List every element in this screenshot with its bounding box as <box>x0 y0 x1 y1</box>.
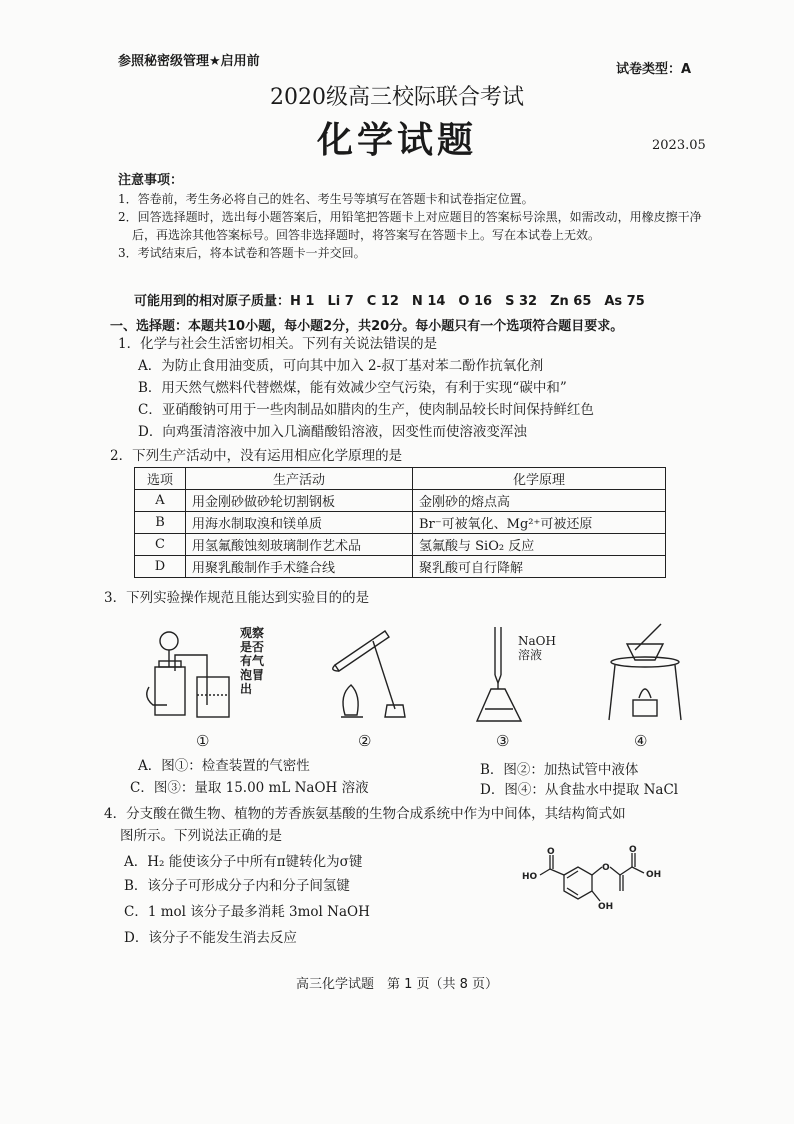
figure-3-label: ③ <box>496 732 510 750</box>
annotation-line: 有气 <box>240 654 265 668</box>
figure-2-heating-apparatus <box>325 625 415 725</box>
table-row <box>135 490 666 512</box>
table-header-cell: 选项 <box>135 468 186 490</box>
notes-item: 1．答卷前，考生务必将自己的姓名、考生号等填写在答题卡和试卷指定位置。 <box>118 192 534 206</box>
table-row <box>135 556 666 578</box>
question-3-option-b: B．图②：加热试管中液体 <box>480 762 639 778</box>
question-1-option-c: C．亚硝酸钠可用于一些肉制品如腊肉的生产，使肉制品较长时间保持鲜红色 <box>138 402 594 418</box>
struct-label: O <box>629 845 637 855</box>
table-cell: Br⁻可被氧化、Mg²⁺可被还原 <box>413 512 666 534</box>
question-1-option-b: B．用天然气燃料代替燃煤，能有效减少空气污染，有利于实现“碳中和” <box>138 380 567 396</box>
question-2-table <box>134 467 666 578</box>
annotation-line: NaOH <box>518 634 556 648</box>
question-4-option-b: B．该分子可形成分子内和分子间氢键 <box>124 878 350 894</box>
table-header-row <box>135 468 666 490</box>
notes-section <box>118 172 718 262</box>
question-4-option-d: D．该分子不能发生消去反应 <box>124 930 297 946</box>
figure-3-annotation <box>518 634 556 662</box>
figure-2-label: ② <box>358 732 372 750</box>
table-cell: 用金刚砂做砂轮切割钢板 <box>186 490 413 512</box>
annotation-line: 出 <box>240 682 253 696</box>
figure-1-label: ① <box>196 732 210 750</box>
paper-type-label: 试卷类型：A <box>616 62 692 77</box>
table-cell: 用聚乳酸制作手术缝合线 <box>186 556 413 578</box>
table-cell: 聚乳酸可自行降解 <box>413 556 666 578</box>
table-cell: C <box>135 534 186 556</box>
question-2-stem: 2．下列生产活动中，没有运用相应化学原理的是 <box>110 448 403 464</box>
section-heading: 一、选择题：本题共10小题，每小题2分，共20分。每小题只有一个选项符合题目要求。 <box>110 319 624 334</box>
struct-label: O <box>602 863 610 873</box>
question-3-stem: 3．下列实验操作规范且能达到实验目的的是 <box>104 590 370 606</box>
confidentiality-label: 参照秘密级管理★启用前 <box>118 54 260 69</box>
table-header-cell: 化学原理 <box>413 468 666 490</box>
page-footer: 高三化学试题 第 1 页（共 8 页） <box>295 977 499 992</box>
page-title: 化学试题 <box>316 119 477 161</box>
annotation-line: 观察 <box>240 626 265 640</box>
question-3-option-c: C．图③：量取 15.00 mL NaOH 溶液 <box>130 780 369 796</box>
struct-label: O <box>547 847 555 857</box>
table-cell: D <box>135 556 186 578</box>
notes-title: 注意事项： <box>118 173 184 188</box>
exam-title: 2020级高三校际联合考试 <box>270 85 524 110</box>
question-4-option-c: C．1 mol 该分子最多消耗 3mol NaOH <box>124 904 370 920</box>
notes-item: 3．考试结束后，将本试卷和答题卡一并交回。 <box>118 246 366 260</box>
question-1-option-d: D．向鸡蛋清溶液中加入几滴醋酸铅溶液，因变性而使溶液变浑浊 <box>138 424 527 440</box>
table-row <box>135 534 666 556</box>
table-cell: 金刚砂的熔点高 <box>413 490 666 512</box>
question-3-option-a: A．图①：检查装置的气密性 <box>138 758 310 774</box>
question-4-option-a: A．H₂ 能使该分子中所有π键转化为σ键 <box>124 854 363 870</box>
struct-label: HO <box>522 872 538 882</box>
table-cell: 用氢氟酸蚀刻玻璃制作艺术品 <box>186 534 413 556</box>
figure-1-annotation <box>240 626 264 696</box>
question-4-stem-line-1: 4．分支酸在微生物、植物的芳香族氨基酸的生物合成系统中作为中间体，其结构简式如 <box>104 806 626 822</box>
question-1-option-a: A．为防止食用油变质，可向其中加入 2-叔丁基对苯二酚作抗氧化剂 <box>138 358 544 374</box>
question-4-stem-line-2: 图所示。下列说法正确的是 <box>120 828 282 844</box>
annotation-line: 泡冒 <box>240 668 265 682</box>
table-cell: B <box>135 512 186 534</box>
exam-date: 2023.05 <box>652 138 706 153</box>
table-row <box>135 512 666 534</box>
table-header-cell: 生产活动 <box>186 468 413 490</box>
table-cell: A <box>135 490 186 512</box>
annotation-line: 是否 <box>240 640 265 654</box>
struct-label: OH <box>646 870 662 880</box>
table-cell: 氢氟酸与 SiO₂ 反应 <box>413 534 666 556</box>
table-cell: 用海水制取溴和镁单质 <box>186 512 413 534</box>
struct-label: OH <box>598 902 614 912</box>
figure-4-label: ④ <box>634 732 648 750</box>
question-1-stem: 1．化学与社会生活密切相关。下列有关说法错误的是 <box>118 336 438 352</box>
question-3-option-d: D．图④：从食盐水中提取 NaCl <box>480 782 679 798</box>
annotation-line: 溶液 <box>518 648 543 662</box>
figure-4-evaporation-apparatus <box>605 620 685 725</box>
chorismic-acid-structure <box>520 845 700 915</box>
atomic-masses: 可能用到的相对原子质量：H 1 Li 7 C 12 N 14 O 16 S 32 Zn 65 As 75 <box>134 294 645 309</box>
notes-item: 2．回答选择题时，选出每小题答案后，用铅笔把答题卡上对应题目的答案标号涂黑，如需改动，用橡皮擦干净后，再选涂其他答案标号。回答非选择题时，将答案写在答题卡上。写在本试卷上无效。 <box>118 210 702 242</box>
